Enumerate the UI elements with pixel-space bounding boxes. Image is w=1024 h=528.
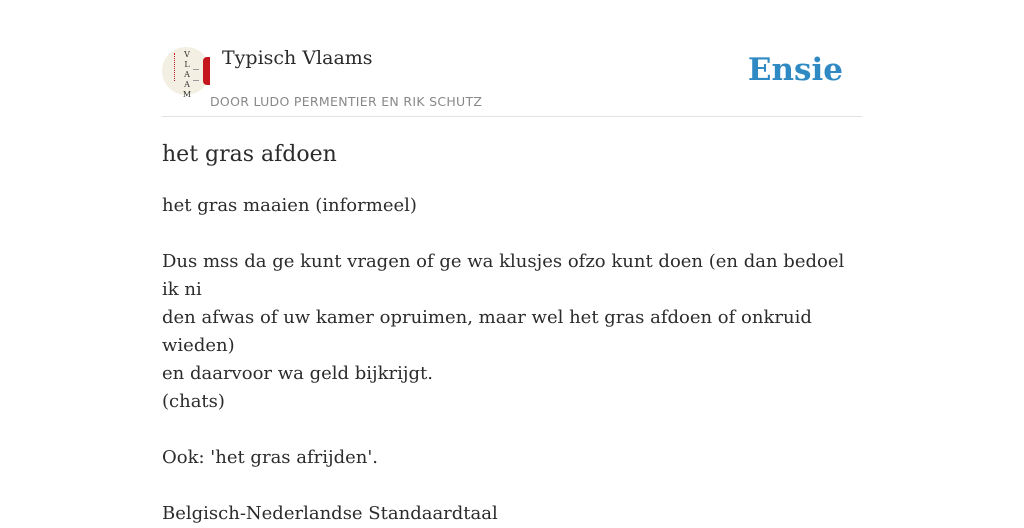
logo-red-dotted-line [174, 53, 178, 81]
logo-lettering: V L A A M [182, 50, 192, 99]
ensie-brand-logo[interactable]: Ensie [747, 52, 843, 88]
example-source: (chats) [162, 391, 225, 412]
entry-content [162, 140, 862, 528]
entry-term: het gras afdoen [162, 142, 337, 167]
dictionary-header [162, 44, 862, 117]
dictionary-logo-avatar[interactable] [162, 47, 210, 99]
dictionary-title[interactable]: Typisch Vlaams [222, 47, 373, 69]
logo-grey-marks [193, 69, 199, 81]
entry-example [162, 248, 862, 416]
entry-register: Belgisch-Nederlandse Standaardtaal [162, 503, 498, 524]
example-line: den afwas of uw kamer opruimen, maar wel het gras afdoen of onkruid wieden) [162, 307, 812, 356]
example-line: en daarvoor wa geld bijkrijgt. [162, 363, 433, 384]
logo-red-edge [203, 57, 210, 85]
entry-see-also: Ook: 'het gras afrijden'. [162, 447, 379, 468]
dictionary-authors: DOOR LUDO PERMENTIER EN RIK SCHUTZ [210, 94, 483, 109]
entry-definition: het gras maaien (informeel) [162, 195, 417, 216]
example-line: Dus mss da ge kunt vragen of ge wa klusjes ofzo kunt doen (en dan bedoel ik ni [162, 251, 845, 300]
